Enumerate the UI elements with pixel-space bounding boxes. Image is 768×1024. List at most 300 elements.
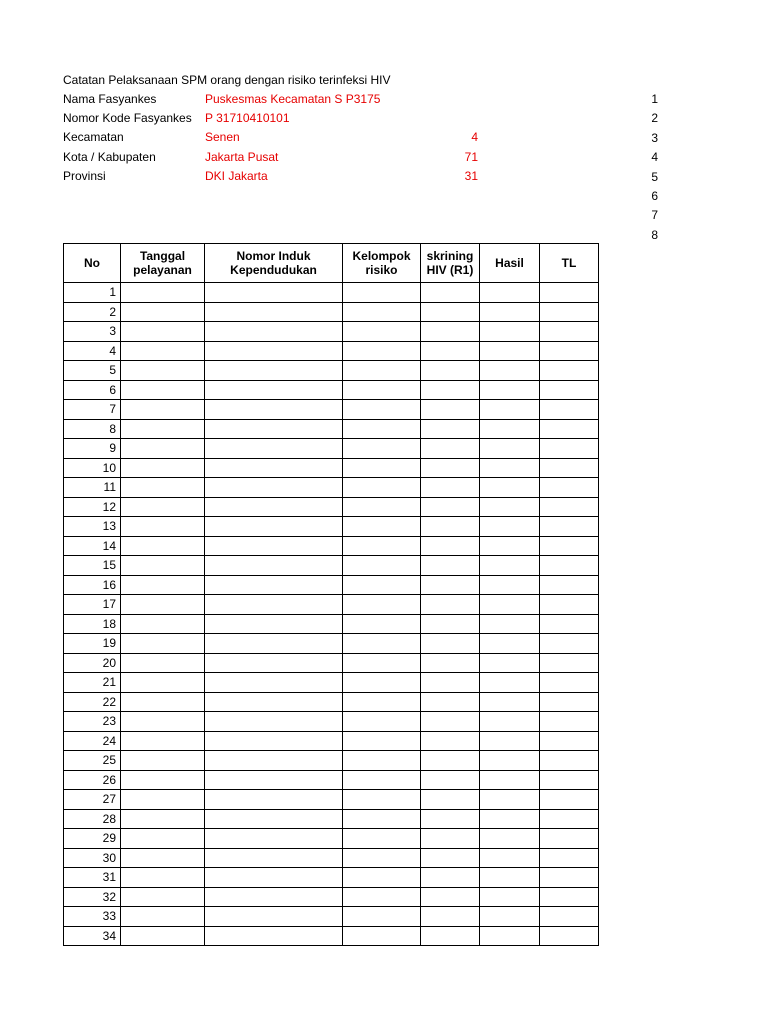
table-cell[interactable] (480, 673, 540, 693)
side-number: 6 (651, 188, 658, 203)
table-cell[interactable] (343, 439, 421, 459)
table-cell[interactable] (480, 829, 540, 849)
table-cell[interactable] (343, 731, 421, 751)
table-cell[interactable] (421, 439, 480, 459)
side-number: 1 (651, 92, 658, 106)
table-cell[interactable] (421, 556, 480, 576)
page-title: Catatan Pelaksanaan SPM orang dengan risiko terinfeksi HIV (63, 73, 391, 87)
side-number: 4 (651, 150, 658, 165)
value-kecamatan: Senen (205, 130, 240, 144)
table-cell[interactable] (343, 751, 421, 771)
table-cell[interactable] (205, 829, 343, 849)
table-row (64, 419, 599, 439)
table-cell[interactable] (480, 809, 540, 829)
row-number: 33 (64, 907, 121, 927)
table-cell[interactable] (121, 322, 205, 342)
table-cell[interactable] (421, 751, 480, 771)
row-number: 16 (64, 575, 121, 595)
table-cell[interactable] (480, 380, 540, 400)
table-cell[interactable] (540, 634, 599, 654)
label-kota: Kota / Kabupaten (63, 150, 156, 164)
table-cell[interactable] (121, 868, 205, 888)
table-cell[interactable] (480, 283, 540, 303)
table-cell[interactable] (421, 634, 480, 654)
table-cell[interactable] (121, 887, 205, 907)
table-cell[interactable] (205, 322, 343, 342)
table-cell[interactable] (421, 595, 480, 615)
row-number: 31 (64, 868, 121, 888)
table-cell[interactable] (121, 770, 205, 790)
table-cell[interactable] (343, 517, 421, 537)
table-cell[interactable] (540, 536, 599, 556)
table-cell[interactable] (343, 419, 421, 439)
table-row (64, 361, 599, 381)
table-cell[interactable] (540, 575, 599, 595)
table-cell[interactable] (205, 380, 343, 400)
table-cell[interactable] (343, 634, 421, 654)
side-number: 5 (651, 169, 658, 184)
table-cell[interactable] (421, 302, 480, 322)
table-cell[interactable] (540, 380, 599, 400)
table-cell[interactable] (121, 400, 205, 420)
table-cell[interactable] (421, 673, 480, 693)
table-cell[interactable] (121, 302, 205, 322)
table-cell[interactable] (343, 868, 421, 888)
table-cell[interactable] (421, 731, 480, 751)
table-cell[interactable] (480, 400, 540, 420)
table-row (64, 400, 599, 420)
table-cell[interactable] (421, 829, 480, 849)
value-kota: Jakarta Pusat (205, 150, 279, 164)
table-cell[interactable] (480, 556, 540, 576)
row-number: 12 (64, 497, 121, 517)
table-cell[interactable] (205, 283, 343, 303)
table-cell[interactable] (421, 575, 480, 595)
table-row (64, 712, 599, 732)
col-header-no: No (64, 244, 121, 283)
table-row (64, 478, 599, 498)
table-cell[interactable] (421, 283, 480, 303)
table-cell[interactable] (205, 595, 343, 615)
table-cell[interactable] (480, 868, 540, 888)
table-cell[interactable] (121, 809, 205, 829)
row-number: 29 (64, 829, 121, 849)
table-cell[interactable] (421, 517, 480, 537)
row-number: 7 (64, 400, 121, 420)
table-row (64, 673, 599, 693)
row-number: 13 (64, 517, 121, 537)
row-number: 4 (64, 341, 121, 361)
table-cell[interactable] (121, 712, 205, 732)
table-row (64, 692, 599, 712)
table-cell[interactable] (205, 809, 343, 829)
table-row (64, 536, 599, 556)
table-cell[interactable] (480, 692, 540, 712)
side-number: 8 (651, 227, 658, 242)
table-cell[interactable] (421, 887, 480, 907)
table-cell[interactable] (205, 673, 343, 693)
table-row (64, 517, 599, 537)
table-cell[interactable] (121, 478, 205, 498)
table-cell[interactable] (343, 653, 421, 673)
table-row (64, 302, 599, 322)
table-cell[interactable] (480, 887, 540, 907)
table-cell[interactable] (540, 302, 599, 322)
table-cell[interactable] (480, 458, 540, 478)
table-cell[interactable] (480, 517, 540, 537)
table-cell[interactable] (121, 575, 205, 595)
table-row (64, 497, 599, 517)
table-cell[interactable] (343, 575, 421, 595)
table-cell[interactable] (121, 517, 205, 537)
table-cell[interactable] (121, 692, 205, 712)
table-cell[interactable] (205, 341, 343, 361)
table-cell[interactable] (421, 907, 480, 927)
value-provinsi: DKI Jakarta (205, 169, 268, 183)
table-cell[interactable] (540, 809, 599, 829)
table-cell[interactable] (540, 400, 599, 420)
table-cell[interactable] (421, 341, 480, 361)
table-cell[interactable] (421, 926, 480, 946)
row-number: 26 (64, 770, 121, 790)
table-cell[interactable] (205, 653, 343, 673)
table-cell[interactable] (343, 497, 421, 517)
table-cell[interactable] (480, 907, 540, 927)
row-number: 22 (64, 692, 121, 712)
table-cell[interactable] (343, 536, 421, 556)
table-cell[interactable] (343, 341, 421, 361)
table-cell[interactable] (540, 692, 599, 712)
table-cell[interactable] (343, 790, 421, 810)
table-cell[interactable] (121, 829, 205, 849)
table-cell[interactable] (343, 673, 421, 693)
table-cell[interactable] (343, 361, 421, 381)
table-cell[interactable] (205, 907, 343, 927)
table-cell[interactable] (343, 322, 421, 342)
table-cell[interactable] (421, 458, 480, 478)
table-cell[interactable] (205, 790, 343, 810)
table-cell[interactable] (343, 380, 421, 400)
row-number: 25 (64, 751, 121, 771)
table-cell[interactable] (480, 790, 540, 810)
table-cell[interactable] (121, 341, 205, 361)
table-cell[interactable] (480, 653, 540, 673)
table-cell[interactable] (421, 478, 480, 498)
table-cell[interactable] (121, 634, 205, 654)
table-header-row (64, 244, 599, 283)
table-cell[interactable] (480, 595, 540, 615)
row-number: 21 (64, 673, 121, 693)
table-cell[interactable] (540, 556, 599, 576)
table-cell[interactable] (205, 419, 343, 439)
row-number: 19 (64, 634, 121, 654)
table-row (64, 907, 599, 927)
table-cell[interactable] (343, 907, 421, 927)
table-cell[interactable] (205, 614, 343, 634)
table-cell[interactable] (540, 595, 599, 615)
table-cell[interactable] (343, 283, 421, 303)
table-cell[interactable] (540, 653, 599, 673)
table-row (64, 439, 599, 459)
col-header-kelompok: Kelompok risiko (343, 244, 421, 283)
table-cell[interactable] (205, 692, 343, 712)
table-cell[interactable] (480, 361, 540, 381)
row-number: 32 (64, 887, 121, 907)
table-cell[interactable] (343, 556, 421, 576)
row-number: 6 (64, 380, 121, 400)
table-cell[interactable] (540, 829, 599, 849)
col-header-skrining: skrining HIV (R1) (421, 244, 480, 283)
col-header-nik: Nomor Induk Kependudukan (205, 244, 343, 283)
table-cell[interactable] (121, 673, 205, 693)
table-cell[interactable] (121, 497, 205, 517)
table-cell[interactable] (540, 751, 599, 771)
table-row (64, 790, 599, 810)
table-row (64, 614, 599, 634)
table-cell[interactable] (205, 731, 343, 751)
row-number: 18 (64, 614, 121, 634)
table-cell[interactable] (121, 380, 205, 400)
table-cell[interactable] (421, 809, 480, 829)
table-cell[interactable] (540, 887, 599, 907)
table-row (64, 751, 599, 771)
table-cell[interactable] (540, 848, 599, 868)
table-cell[interactable] (421, 653, 480, 673)
table-cell[interactable] (540, 712, 599, 732)
record-table (63, 243, 599, 946)
code-kota: 71 (464, 150, 478, 164)
table-cell[interactable] (540, 497, 599, 517)
table-cell[interactable] (343, 458, 421, 478)
row-number: 11 (64, 478, 121, 498)
table-cell[interactable] (343, 848, 421, 868)
table-cell[interactable] (343, 770, 421, 790)
table-cell[interactable] (540, 731, 599, 751)
table-cell[interactable] (121, 595, 205, 615)
table-cell[interactable] (421, 848, 480, 868)
table-row (64, 653, 599, 673)
label-nama-fasyankes: Nama Fasyankes (63, 92, 157, 106)
row-number: 23 (64, 712, 121, 732)
row-number: 2 (64, 302, 121, 322)
table-row (64, 634, 599, 654)
table-row (64, 848, 599, 868)
row-number: 5 (64, 361, 121, 381)
table-cell[interactable] (421, 419, 480, 439)
table-cell[interactable] (480, 439, 540, 459)
table-cell[interactable] (421, 692, 480, 712)
table-cell[interactable] (343, 829, 421, 849)
table-cell[interactable] (421, 322, 480, 342)
table-cell[interactable] (343, 887, 421, 907)
table-cell[interactable] (480, 497, 540, 517)
table-cell[interactable] (480, 302, 540, 322)
table-cell[interactable] (421, 497, 480, 517)
table-cell[interactable] (421, 536, 480, 556)
table-cell[interactable] (121, 283, 205, 303)
table-cell[interactable] (480, 751, 540, 771)
table-cell[interactable] (421, 790, 480, 810)
table-cell[interactable] (205, 536, 343, 556)
label-provinsi: Provinsi (63, 169, 106, 183)
table-row (64, 341, 599, 361)
table-row (64, 926, 599, 946)
table-cell[interactable] (480, 478, 540, 498)
table-cell[interactable] (343, 302, 421, 322)
table-cell[interactable] (540, 770, 599, 790)
row-number: 17 (64, 595, 121, 615)
table-cell[interactable] (540, 868, 599, 888)
table-cell[interactable] (480, 322, 540, 342)
table-cell[interactable] (121, 419, 205, 439)
row-number: 10 (64, 458, 121, 478)
row-number: 24 (64, 731, 121, 751)
table-cell[interactable] (121, 556, 205, 576)
table-cell[interactable] (121, 361, 205, 381)
table-cell[interactable] (540, 322, 599, 342)
table-cell[interactable] (205, 887, 343, 907)
table-cell[interactable] (480, 614, 540, 634)
table-cell[interactable] (205, 439, 343, 459)
value-nama-fasyankes: Puskesmas Kecamatan S P3175 (205, 92, 381, 106)
table-cell[interactable] (421, 770, 480, 790)
row-number: 27 (64, 790, 121, 810)
table-cell[interactable] (205, 770, 343, 790)
row-number: 28 (64, 809, 121, 829)
table-cell[interactable] (540, 458, 599, 478)
table-cell[interactable] (540, 283, 599, 303)
table-cell[interactable] (540, 517, 599, 537)
table-cell[interactable] (121, 536, 205, 556)
table-cell[interactable] (540, 341, 599, 361)
table-cell[interactable] (121, 439, 205, 459)
table-cell[interactable] (480, 634, 540, 654)
table-cell[interactable] (343, 692, 421, 712)
code-provinsi: 31 (464, 169, 478, 183)
table-cell[interactable] (540, 614, 599, 634)
table-cell[interactable] (205, 868, 343, 888)
table-cell[interactable] (343, 614, 421, 634)
table-cell[interactable] (205, 478, 343, 498)
table-cell[interactable] (205, 712, 343, 732)
table-row (64, 595, 599, 615)
table-cell[interactable] (121, 926, 205, 946)
table-cell[interactable] (421, 712, 480, 732)
table-cell[interactable] (121, 751, 205, 771)
table-cell[interactable] (480, 731, 540, 751)
side-number-list (630, 92, 658, 247)
table-cell[interactable] (121, 848, 205, 868)
table-cell[interactable] (540, 790, 599, 810)
table-row (64, 283, 599, 303)
table-cell[interactable] (421, 614, 480, 634)
table-cell[interactable] (480, 419, 540, 439)
row-number: 30 (64, 848, 121, 868)
row-number: 8 (64, 419, 121, 439)
table-cell[interactable] (421, 380, 480, 400)
code-kecamatan: 4 (471, 130, 478, 144)
table-row (64, 322, 599, 342)
table-cell[interactable] (343, 809, 421, 829)
table-cell[interactable] (540, 926, 599, 946)
table-row (64, 887, 599, 907)
table-cell[interactable] (540, 907, 599, 927)
table-cell[interactable] (540, 361, 599, 381)
col-header-hasil: Hasil (480, 244, 540, 283)
row-number: 15 (64, 556, 121, 576)
table-cell[interactable] (121, 731, 205, 751)
col-header-tl: TL (540, 244, 599, 283)
table-cell[interactable] (480, 926, 540, 946)
table-row (64, 575, 599, 595)
table-cell[interactable] (421, 361, 480, 381)
col-header-tanggal: Tanggal pelayanan (121, 244, 205, 283)
row-number: 14 (64, 536, 121, 556)
table-cell[interactable] (121, 653, 205, 673)
table-cell[interactable] (205, 634, 343, 654)
row-number: 20 (64, 653, 121, 673)
row-number: 3 (64, 322, 121, 342)
table-cell[interactable] (205, 751, 343, 771)
table-cell[interactable] (121, 790, 205, 810)
table-row (64, 829, 599, 849)
table-cell[interactable] (205, 848, 343, 868)
label-kecamatan: Kecamatan (63, 130, 124, 144)
table-cell[interactable] (205, 517, 343, 537)
table-cell[interactable] (343, 478, 421, 498)
table-cell[interactable] (480, 536, 540, 556)
table-cell[interactable] (205, 400, 343, 420)
table-row (64, 770, 599, 790)
table-cell[interactable] (205, 556, 343, 576)
table-cell[interactable] (205, 361, 343, 381)
table-cell[interactable] (205, 302, 343, 322)
table-row (64, 458, 599, 478)
side-number: 3 (651, 130, 658, 145)
side-number: 2 (651, 111, 658, 126)
row-number: 34 (64, 926, 121, 946)
table-cell[interactable] (540, 419, 599, 439)
table-cell[interactable] (421, 400, 480, 420)
side-number: 7 (651, 208, 658, 223)
table-cell[interactable] (343, 926, 421, 946)
table-cell[interactable] (480, 712, 540, 732)
table-cell[interactable] (343, 400, 421, 420)
table-cell[interactable] (121, 907, 205, 927)
table-cell[interactable] (205, 497, 343, 517)
value-nomor-kode: P 31710410101 (205, 111, 290, 125)
table-cell[interactable] (421, 868, 480, 888)
table-cell[interactable] (540, 478, 599, 498)
table-row (64, 556, 599, 576)
table-row (64, 809, 599, 829)
table-cell[interactable] (205, 926, 343, 946)
table-cell[interactable] (540, 439, 599, 459)
table-cell[interactable] (121, 458, 205, 478)
table-cell[interactable] (343, 712, 421, 732)
table-cell[interactable] (480, 575, 540, 595)
table-cell[interactable] (480, 848, 540, 868)
table-cell[interactable] (480, 770, 540, 790)
table-cell[interactable] (343, 595, 421, 615)
row-number: 9 (64, 439, 121, 459)
table-cell[interactable] (121, 614, 205, 634)
table-row (64, 380, 599, 400)
table-cell[interactable] (540, 673, 599, 693)
table-cell[interactable] (480, 341, 540, 361)
table-cell[interactable] (205, 575, 343, 595)
table-cell[interactable] (205, 458, 343, 478)
